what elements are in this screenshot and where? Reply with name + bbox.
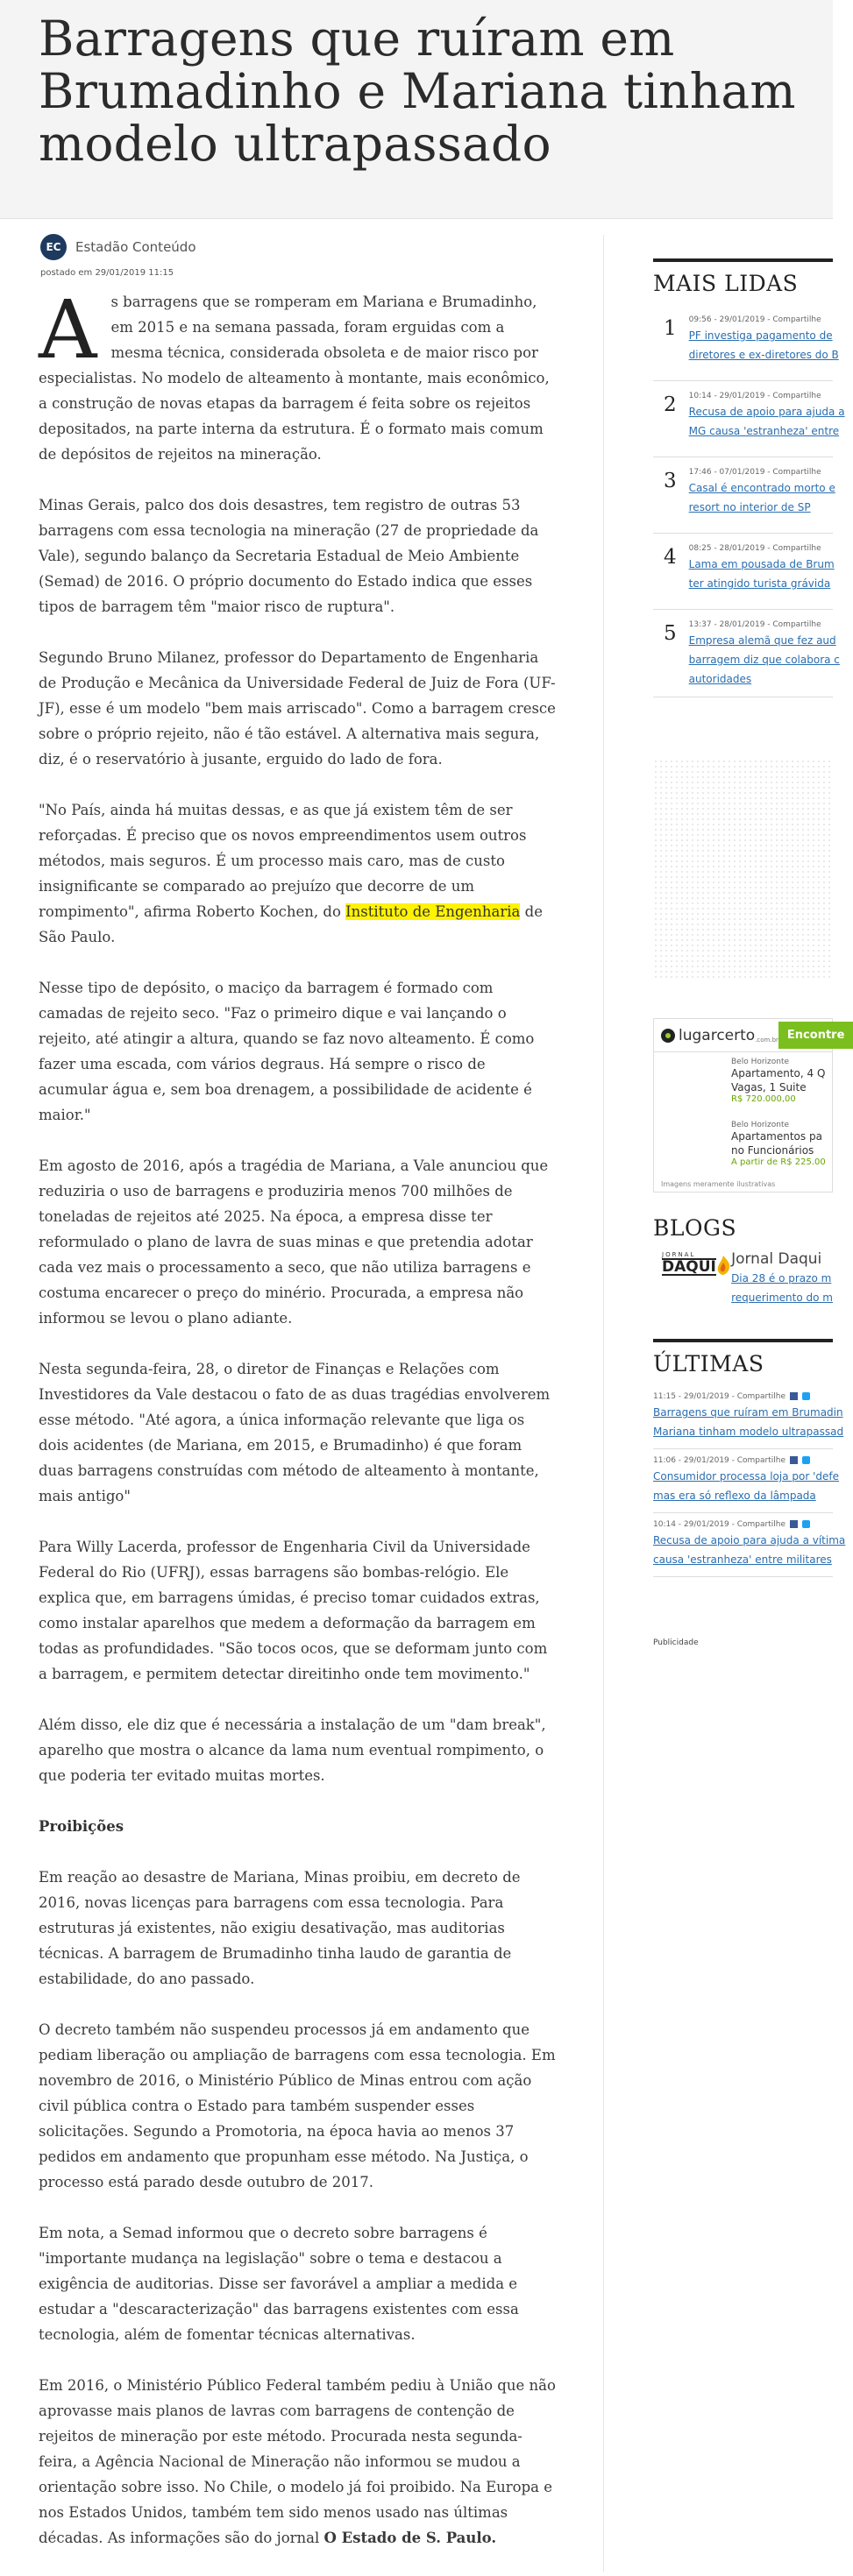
location-pin-icon: [661, 1029, 675, 1043]
instituto-link[interactable]: Instituto de Engenharia: [345, 903, 521, 920]
most-read-item: [653, 610, 840, 697]
most-read-link[interactable]: Casal é encontrado morto e: [688, 482, 835, 494]
ad-placeholder: [653, 759, 833, 978]
listing-desc: Apartamento, 4 Q: [731, 1067, 826, 1079]
item-meta: 10:14 - 29/01/2019 - Compartilhe: [653, 1520, 786, 1529]
item-meta: 11:06 - 29/01/2019 - Compartilhe: [653, 1456, 786, 1465]
latest-link[interactable]: causa 'estranheza' entre militares: [653, 1553, 832, 1566]
listing-city: Belo Horizonte: [731, 1058, 790, 1066]
sidebar: [653, 258, 846, 1647]
most-read-link[interactable]: Lama em pousada de Brum: [688, 558, 835, 570]
paragraph: Nesse tipo de depósito, o maciço da barragem é formado com camadas de rejeito seco. "Faz o primeiro dique e vai lançando o rejeito, até atingir a altura, quando se faz novo alteamento. É como fazer uma escada, com vários degraus. Há sempre o risco de acumular água e, sem boa drenagem, a possibilidade de acidente é maior.": [39, 980, 535, 1123]
most-read-item: [653, 381, 845, 457]
paragraph: Em agosto de 2016, após a tragédia de Mariana, a Vale anunciou que reduziria o uso de barragens e produziria menos 700 milhões de toneladas de rejeitos até 2025. Na época, a empresa disse ter reformulado o plano de lavra de suas minas e que pretendia adotar cada vez mais o processamento a seco, que não utiliza barragens e costuma encarecer o preço do minério. Procurada, a empresa não informou se levou o plano adiante.: [39, 1157, 549, 1327]
twitter-share-icon[interactable]: [802, 1456, 810, 1464]
item-meta: 08:25 - 28/01/2019 - Compartilhe: [688, 544, 821, 553]
source-credit: O Estado de S. Paulo.: [323, 2530, 497, 2546]
facebook-share-icon[interactable]: [790, 1520, 798, 1528]
blog-link[interactable]: requerimento do m: [731, 1292, 833, 1304]
paragraph: Segundo Bruno Milanez, professor do Departamento de Engenharia de Produção e Mecânica da Universidade Federal de Juiz de Fora (UF-JF), esse é um modelo "bem mais arriscado". Como a barragem cresce sobre o próprio rejeito, não é tão estável. A alternativa mais segura, diz, é o reservatório à jusante, erguido do lado de fora.: [39, 649, 556, 768]
column-divider: [603, 235, 604, 2572]
listing-price: R$ 720.000,00: [731, 1094, 796, 1104]
latest-link[interactable]: Recusa de apoio para ajuda a vítima: [653, 1534, 846, 1546]
paragraph: Em 2016, o Ministério Público Federal também pediu à União que não aprovasse mais planos de lavras com barragens de contenção de rejeitos de mineração por este método. Procurada nesta segunda-feira, a Agência Nacional de Mineração não informou se mudou a orientação sobre isso. No Chile, o modelo já foi proibido. Na Europa e nos Estados Unidos, também tem sido menos usado nas últimas décadas. As informações são do jornal O Estado de S. Paulo.: [39, 2377, 556, 2546]
article-body: [39, 283, 558, 2576]
item-meta: 09:56 - 29/01/2019 - Compartilhe: [688, 315, 821, 324]
most-read-link[interactable]: barragem diz que colabora c: [688, 654, 840, 666]
listing[interactable]: [654, 1052, 832, 1115]
section-rule: [653, 258, 833, 262]
paragraph: Em reação ao desastre de Mariana, Minas proibiu, em decreto de 2016, novas licenças para barragens com essa tecnologia. Para estruturas já existentes, não exigiu desativação, mas auditorias técnicas. A barragem de Brumadinho tinha laudo de garantia de estabilidade, do ano passado.: [39, 1869, 521, 1987]
most-read-link[interactable]: resort no interior de SP: [688, 501, 811, 513]
blog-name: Jornal Daqui: [731, 1250, 822, 1268]
ultimas-title: ÚLTIMAS: [653, 1351, 764, 1376]
listing-thumbnail: [654, 1121, 731, 1175]
most-read-link[interactable]: Empresa alemã que fez aud: [688, 634, 836, 647]
drop-cap: A: [39, 283, 97, 377]
flame-icon: [714, 1255, 732, 1276]
disclaimer: Imagens meramente ilustrativas: [661, 1180, 776, 1188]
listing-desc: no Funcionários: [731, 1144, 814, 1157]
section-subhead: Proibições: [39, 1818, 124, 1835]
most-read-link[interactable]: MG causa 'estranheza' entre: [688, 425, 840, 437]
listing[interactable]: [654, 1115, 832, 1178]
rank-number: 2: [664, 393, 677, 416]
page-title: Barragens que ruíram em Brumadinho e Mariana tinham modelo ultrapassado: [39, 11, 796, 172]
latest-link[interactable]: Mariana tinham modelo ultrapassad: [653, 1426, 844, 1438]
item-meta: 17:46 - 07/01/2019 - Compartilhe: [688, 468, 821, 477]
author-name[interactable]: Estadão Conteúdo: [75, 239, 196, 255]
listing-desc: Vagas, 1 Suite: [731, 1081, 807, 1093]
latest-link[interactable]: Barragens que ruíram em Brumadin: [653, 1406, 843, 1419]
facebook-share-icon[interactable]: [790, 1456, 798, 1464]
latest-item: [653, 1513, 846, 1577]
rank-number: 5: [664, 622, 677, 645]
most-read-link[interactable]: Recusa de apoio para ajuda a: [688, 406, 845, 418]
rank-number: 4: [664, 546, 677, 569]
blog-link[interactable]: Dia 28 é o prazo m: [731, 1272, 832, 1284]
most-read-link[interactable]: ter atingido turista grávida: [688, 577, 831, 590]
author-row: [40, 233, 196, 261]
paragraph: O decreto também não suspendeu processos já em andamento que pediam liberação ou ampliação de barragens com essa tecnologia. Em novembro de 2016, o Ministério Público de Minas entrou com ação civil pública contra o Estado para também suspender esses solicitações. Segundo a Promotoria, na época havia ao menos 37 pedidos em andamento que propunham esse método. Na Justiça, o processo está parado desde outubro de 2017.: [39, 2021, 556, 2190]
item-meta: 13:37 - 28/01/2019 - Compartilhe: [688, 620, 821, 629]
paragraph: "No País, ainda há muitas dessas, e as que já existem têm de ser reforçadas. É preciso que os novos empreendimentos usem outros métodos, mais seguros. É um processo mais caro, mas de custo insignificante se comparado ao prejuízo que decorre de um rompimento", afirma Roberto Kochen, do Instituto de Engenharia de São Paulo.: [39, 802, 543, 945]
paragraph: As barragens que se romperam em Mariana e Brumadinho, em 2015 e na semana passada, foram erguidas com a mesma técnica, considerada obsoleta e de maior risco por especialistas. No modelo de alteamento à montante, mais econômico, a construção de novas etapas da barragem é feita sobre os rejeitos depositados, na parte interna da estrutura. É o formato mais comum de depósitos de rejeitos na mineração.: [39, 283, 550, 463]
most-read-link[interactable]: autoridades: [688, 673, 752, 685]
most-read-item: [653, 534, 833, 610]
twitter-share-icon[interactable]: [802, 1520, 810, 1528]
most-read-link[interactable]: diretores e ex-diretores do B: [688, 349, 839, 361]
blog-item[interactable]: [653, 1249, 833, 1307]
paragraph: Para Willy Lacerda, professor de Engenharia Civil da Universidade Federal do Rio (UFRJ), essas barragens são bombas-relógio. Ele explica que, em barragens úmidas, é preciso tomar cuidados extras, como instalar aparelhos que medem a deformação da barragem em todas as profundidades. "São tocos ocos, que se deformam junto com a barragem, e permitem detectar direitinho onde tem movimento.": [39, 1539, 548, 1682]
item-meta: 11:15 - 29/01/2019 - Compartilhe: [653, 1392, 786, 1401]
latest-link[interactable]: mas era só reflexo da lâmpada: [653, 1490, 816, 1502]
author-avatar: EC: [40, 234, 67, 260]
paragraph: Em nota, a Semad informou que o decreto sobre barragens é "importante mudança na legislação" sobre o tema e destacou a exigência de auditorias. Disse ser favorável a ampliar a medida e estudar a "descaracterização" das barragens existentes com essa tecnologia, além de fomentar técnicas alternativas.: [39, 2225, 519, 2343]
rank-number: 1: [664, 317, 677, 340]
facebook-share-icon[interactable]: [790, 1392, 798, 1400]
latest-item: [653, 1385, 844, 1449]
listing-thumbnail: [654, 1058, 731, 1112]
posted-date: postado em 29/01/2019 11:15: [40, 268, 174, 278]
twitter-share-icon[interactable]: [802, 1392, 810, 1400]
listing-city: Belo Horizonte: [731, 1121, 790, 1129]
latest-link[interactable]: Consumidor processa loja por 'defe: [653, 1470, 839, 1483]
blogs-title: BLOGS: [653, 1215, 737, 1241]
rank-number: 3: [664, 470, 677, 492]
paragraph: Nesta segunda-feira, 28, o diretor de Finanças e Relações com Investidores da Vale destacou o fato de as duas tragédias envolverem esse método. "Até agora, a única informação relevante que liga os dois acidentes (de Mariana, em 2015, e Brumadinho) é que foram duas barragens construídas com método de alteamento à montante, mais antigo": [39, 1361, 551, 1504]
listing-desc: Apartamentos pa: [731, 1130, 822, 1143]
item-meta: 10:14 - 29/01/2019 - Compartilhe: [688, 392, 821, 400]
section-rule: [653, 1339, 833, 1342]
most-read-link[interactable]: PF investiga pagamento de: [688, 329, 833, 342]
paragraph: Além disso, ele diz que é necessária a instalação de um "dam break", aparelho que mostra o alcance da lama num eventual rompimento, o que poderia ter evitado muitas mortes.: [39, 1716, 546, 1784]
publicidade-label: Publicidade: [653, 1638, 699, 1647]
lugarcerto-widget: [653, 1018, 845, 1192]
most-read-item: [653, 457, 833, 534]
listing-price: A partir de R$ 225.00: [731, 1157, 826, 1167]
latest-item: [653, 1449, 839, 1513]
jornal-daqui-logo: JORNAL DAQUI: [653, 1249, 731, 1292]
paragraph: Minas Gerais, palco dos dois desastres, tem registro de outras 53 barragens com essa tecnologia na mineração (27 de propriedade da Vale), segundo balanço da Secretaria Estadual de Meio Ambiente (Semad) de 2016. O próprio documento do Estado indica que esses tipos de barragem têm "maior risco de ruptura".: [39, 497, 539, 615]
encontre-button[interactable]: Encontre: [778, 1022, 853, 1049]
most-read-item: [653, 305, 839, 381]
mais-lidas-title: MAIS LIDAS: [653, 271, 799, 296]
lugarcerto-logo[interactable]: lugarcerto .com.br: [661, 1027, 778, 1044]
